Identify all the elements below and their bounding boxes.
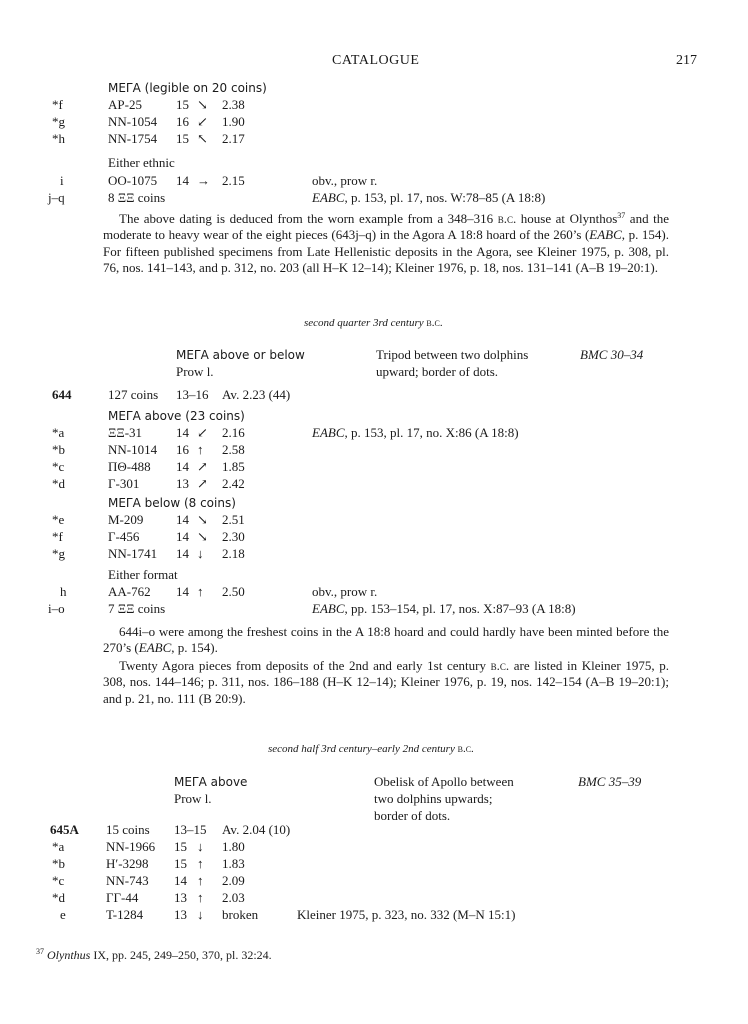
obverse-description: Prow l. (174, 791, 212, 806)
reverse-description: Tripod between two dolphins (376, 347, 529, 362)
coin-weight: 2.16 (222, 425, 245, 440)
coin-id: NN-1014 (108, 442, 158, 457)
die-axis-arrow: ↗ (197, 476, 208, 491)
coin-id: OO-1075 (108, 173, 158, 188)
coin-id: NN-1966 (106, 839, 156, 854)
coin-label: e (60, 907, 66, 922)
coin-reference: Kleiner 1975, p. 323, no. 332 (M–N 15:1) (297, 907, 516, 922)
coin-label: *a (52, 839, 65, 854)
coin-label: *a (52, 425, 65, 440)
bmc-reference: BMC 35–39 (578, 774, 642, 789)
average-weight: Av. 2.04 (10) (222, 822, 291, 837)
coin-size: 14 (176, 546, 189, 561)
running-head-title: CATALOGUE (332, 53, 420, 68)
coin-group: 7 ΞΞ coins (108, 601, 166, 616)
coin-size: 14 (176, 529, 189, 544)
page-number: 217 (676, 53, 697, 68)
coin-size: 16 (176, 442, 189, 457)
die-axis-arrow: ↓ (197, 546, 204, 561)
coin-label: *f (52, 97, 63, 112)
subheading-legible: ΜΕΓΑ (legible on 20 coins) (108, 81, 267, 95)
coin-size: 15 (176, 97, 189, 112)
coin-size: 14 (176, 584, 189, 599)
reverse-description: border of dots. (374, 808, 451, 823)
die-axis-arrow: ↙ (197, 114, 208, 129)
obverse-description: Prow l. (176, 364, 214, 379)
coin-id: AP-25 (108, 97, 142, 112)
coin-group: 8 ΞΞ coins (108, 190, 166, 205)
commentary-paragraph: 644i–o were among the freshest coins in the A 18:8 hoard and could hardly have been minted before the 270’s (EABC, p. 154). (103, 624, 669, 656)
coin-weight: 2.09 (222, 873, 245, 888)
coin-size: 14 (174, 873, 187, 888)
coin-label: *f (52, 529, 63, 544)
coin-size: 15 (174, 856, 187, 871)
obverse-description: ΜΕΓΑ above or below (176, 348, 305, 362)
subheading-either-format: Either format (108, 567, 178, 582)
bmc-reference: BMC 30–34 (580, 347, 644, 362)
coin-label: j–q (48, 190, 65, 205)
die-axis-arrow: ↙ (197, 425, 208, 440)
coin-id: ΓΓ-44 (106, 890, 139, 905)
coin-size: 16 (176, 114, 189, 129)
reverse-description: two dolphins upwards; (374, 791, 493, 806)
die-axis-arrow: ↘ (197, 97, 208, 112)
die-axis-arrow: ↑ (197, 856, 204, 871)
coin-reference: obv., prow r. (312, 173, 378, 188)
footnote: $^{37}$ Olynthus IX, pp. 245, 249–250, 370, pl. 32:24. (36, 947, 272, 962)
die-axis-arrow: ↑ (197, 584, 204, 599)
coin-id: ΞΞ-31 (108, 425, 143, 440)
coin-reference: EABC, p. 153, pl. 17, no. X:86 (A 18:8) (312, 425, 519, 440)
coin-size: 14 (176, 173, 189, 188)
reverse-description: Obelisk of Apollo between (374, 774, 514, 789)
coin-weight: 2.42 (222, 476, 245, 491)
ref-text: , p. 153, pl. 17, nos. W:78–85 (A 18:8) (344, 190, 546, 205)
coin-id: NN-1054 (108, 114, 158, 129)
coin-count: 15 coins (106, 822, 150, 837)
coin-id: T-1284 (106, 907, 144, 922)
die-axis-arrow: ↑ (197, 873, 204, 888)
coin-label: *c (52, 873, 65, 888)
coin-label: *h (52, 131, 65, 146)
coin-label: *d (52, 890, 65, 905)
size-range: 13–15 (174, 822, 207, 837)
die-axis-arrow: ↑ (197, 442, 204, 457)
section-heading: second half 3rd century–early 2nd century b.c. (268, 743, 474, 755)
coin-weight: 1.80 (222, 839, 245, 854)
die-axis-arrow: ↘ (197, 512, 208, 527)
subheading-above: ΜΕΓΑ above (23 coins) (108, 409, 245, 423)
coin-label: i (60, 173, 64, 188)
coin-size: 14 (176, 425, 189, 440)
coin-size: 14 (176, 512, 189, 527)
coin-weight: 2.18 (222, 546, 245, 561)
coin-weight: 2.38 (222, 97, 245, 112)
coin-label: i–o (48, 601, 65, 616)
coin-weight: 2.03 (222, 890, 245, 905)
coin-label: h (60, 584, 67, 599)
coin-label: *g (52, 546, 65, 561)
coin-size: 15 (176, 131, 189, 146)
coin-id: M-209 (108, 512, 144, 527)
average-weight: Av. 2.23 (44) (222, 387, 291, 402)
coin-id: H′-3298 (106, 856, 149, 871)
coin-weight: 1.83 (222, 856, 245, 871)
coin-weight: 2.50 (222, 584, 245, 599)
coin-weight: 2.15 (222, 173, 245, 188)
coin-reference (312, 190, 545, 206)
coin-size: 13 (176, 476, 189, 491)
coin-label: *g (52, 114, 65, 129)
coin-weight: 2.51 (222, 512, 245, 527)
coin-weight: broken (222, 907, 259, 922)
coin-id: NN-743 (106, 873, 149, 888)
die-axis-arrow: ↓ (197, 839, 204, 854)
coin-weight: 1.85 (222, 459, 245, 474)
coin-id: ΠΘ-488 (108, 459, 151, 474)
coin-size: 15 (174, 839, 187, 854)
coin-size: 13 (174, 890, 187, 905)
commentary-paragraph: The above dating is deduced from the worn example from a 348–316 b.c. house at Olynthos$^{37}$ and the moderate to heavy wear of the eight pieces (643j–q) in the Agora A 18:8 hoard of the 260’s (EABC, p. 154). For fifteen published specimens from Late Hellenistic deposits in the Agora, see Kleiner 1975, p. 308, pl. 76, nos. 141–143, and p. 312, no. 203 (all H–K 12–14); Kleiner 1976, p. 18, nos. 131–141 (A–B 19–20:1). (103, 211, 670, 276)
coin-id: NN-1754 (108, 131, 158, 146)
die-axis-arrow: ↗ (197, 459, 208, 474)
coin-reference: obv., prow r. (312, 584, 378, 599)
die-axis-arrow: ↓ (197, 907, 204, 922)
die-axis-arrow: ↖ (197, 131, 208, 146)
coin-weight: 2.17 (222, 131, 245, 146)
coin-label: *c (52, 459, 65, 474)
coin-id: Γ-301 (108, 476, 140, 491)
coin-weight: 2.30 (222, 529, 245, 544)
coin-label: *e (52, 512, 65, 527)
coin-id: Γ-456 (108, 529, 140, 544)
type-number: 644 (52, 387, 72, 402)
coin-label: *b (52, 856, 65, 871)
obverse-description: ΜΕΓΑ above (174, 775, 248, 789)
coin-reference: EABC, pp. 153–154, pl. 17, nos. X:87–93 (A 18:8) (312, 601, 576, 616)
subheading-either-ethnic: Either ethnic (108, 155, 175, 170)
die-axis-arrow: → (197, 173, 210, 188)
coin-weight: 2.58 (222, 442, 245, 457)
reverse-description: upward; border of dots. (376, 364, 499, 379)
coin-id: NN-1741 (108, 546, 158, 561)
coin-count: 127 coins (108, 387, 159, 402)
type-number: 645A (50, 822, 79, 837)
footnote-number: 37 (36, 947, 44, 956)
die-axis-arrow: ↘ (197, 529, 208, 544)
coin-label: *d (52, 476, 65, 491)
coin-label: *b (52, 442, 65, 457)
size-range: 13–16 (176, 387, 209, 402)
subheading-below: ΜΕΓΑ below (8 coins) (108, 496, 236, 510)
coin-size: 13 (174, 907, 187, 922)
commentary-paragraph: Twenty Agora pieces from deposits of the 2nd and early 1st century b.c. are listed in Kleiner 1975, p. 308, nos. 144–146; p. 311, nos. 186–188 (H–K 12–14); Kleiner 1976, p. 19, nos. 142–154 (A–B 19–20:1); and p. 21, no. 111 (B 20:9). (103, 658, 669, 706)
die-axis-arrow: ↑ (197, 890, 204, 905)
coin-id: AA-762 (108, 584, 151, 599)
ref-abbrev: EABC (312, 190, 345, 205)
coin-weight: 1.90 (222, 114, 245, 129)
coin-size: 14 (176, 459, 189, 474)
section-heading: second quarter 3rd century b.c. (304, 317, 443, 329)
footnote-ref: 37 (617, 211, 626, 220)
